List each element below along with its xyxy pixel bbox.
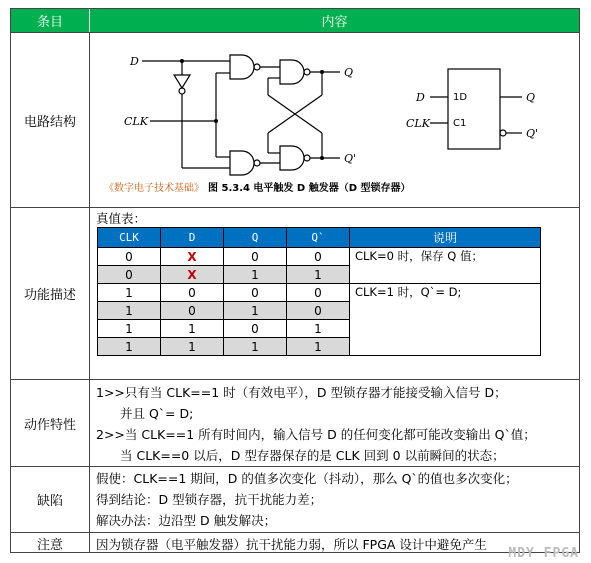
- block-label-d: D: [416, 91, 425, 104]
- cell: 0: [287, 284, 350, 302]
- table-row: [98, 248, 541, 266]
- defect-line: 解决办法：边沿型 D 触发解决；: [96, 513, 277, 528]
- cell: X: [161, 248, 224, 266]
- col-header: Q`: [287, 228, 350, 248]
- cell: 1: [161, 320, 224, 338]
- cell: 0: [224, 320, 287, 338]
- note-transparent: CLK=1 时，Q`= D;: [350, 284, 541, 356]
- action-content: [90, 380, 579, 466]
- label-qn: Q': [344, 152, 357, 165]
- cell: 1: [224, 338, 287, 356]
- cell: 1: [161, 338, 224, 356]
- row-label: 电路结构: [11, 33, 90, 207]
- col-header: D: [161, 228, 224, 248]
- watermark: MDY FPGA: [508, 546, 579, 561]
- cell: 0: [224, 248, 287, 266]
- cell: 1: [224, 266, 287, 284]
- row-notice: [11, 533, 579, 553]
- cell: 1: [98, 338, 161, 356]
- block-label-clk: CLK: [406, 117, 430, 130]
- cell: 0: [287, 248, 350, 266]
- row-circuit: [11, 33, 579, 208]
- cell: 1: [98, 302, 161, 320]
- note-hold: CLK=0 时，保存 Q 值；: [350, 248, 541, 284]
- truth-table: [97, 227, 541, 356]
- cell: 0: [98, 266, 161, 284]
- truth-table-intro: 真值表：: [96, 211, 147, 226]
- row-function: [11, 208, 579, 380]
- cell: 0: [287, 302, 350, 320]
- figure-caption-text: 图 5.3.4 电平触发 D 触发器（D 型锁存器）: [208, 183, 411, 194]
- action-line: 2>>当 CLK==1 所有时间内，输入信号 D 的任何变化都可能改变输出 Q`值；: [96, 427, 536, 442]
- col-header: Q: [224, 228, 287, 248]
- cell: 0: [161, 302, 224, 320]
- truth-table-header: [98, 228, 541, 248]
- action-line: 并且 Q`= D;: [120, 406, 194, 421]
- notice-line: 因为锁存器（电平触发器）抗干扰能力弱，所以 FPGA 设计中避免产生: [96, 537, 487, 552]
- row-label: 动作特性: [11, 380, 90, 466]
- table-row: [98, 284, 541, 302]
- notice-content: [90, 533, 579, 553]
- block-pin-c1: C1: [453, 118, 467, 129]
- block-label-q: Q: [526, 91, 536, 104]
- action-line: 当 CLK==0 以后，D 型存器保存的是 CLK 回到 0 以前瞬间的状态；: [120, 448, 505, 463]
- col-header: 说明: [350, 228, 541, 248]
- action-line: 1>>只有当 CLK==1 时（有效电平），D 型锁存器才能接受输入信号 D；: [96, 385, 507, 400]
- cell: 1: [98, 284, 161, 302]
- cell: 0: [98, 248, 161, 266]
- function-content: [90, 208, 579, 379]
- cell: 1: [98, 320, 161, 338]
- content-table: [10, 8, 580, 553]
- label-clk: CLK: [124, 115, 148, 128]
- header-content: 内容: [321, 15, 348, 30]
- defect-line: 假使：CLK==1 期间，D 的值多次变化（抖动），那么 Q`的值也多次变化；: [96, 471, 518, 486]
- row-label: 注意: [11, 533, 90, 553]
- latch-circuit-diagram: [90, 33, 579, 207]
- label-q: Q: [344, 66, 354, 79]
- cell: 1: [287, 338, 350, 356]
- row-label: 功能描述: [11, 208, 90, 379]
- cell: X: [161, 266, 224, 284]
- cell: 1: [224, 302, 287, 320]
- label-d: D: [130, 55, 139, 68]
- cell: 1: [287, 320, 350, 338]
- cell: 1: [287, 266, 350, 284]
- row-label: 缺陷: [11, 467, 90, 532]
- block-label-qn: Q': [526, 127, 539, 140]
- table-header: [11, 9, 579, 33]
- figure-caption-source: 《数字电子技术基础》: [104, 183, 204, 194]
- col-header: CLK: [98, 228, 161, 248]
- cell: 0: [224, 284, 287, 302]
- cell: 0: [161, 284, 224, 302]
- header-item: 条目: [11, 9, 90, 32]
- block-pin-1d: 1D: [453, 92, 468, 103]
- row-defect: [11, 467, 579, 533]
- circuit-content: [90, 33, 579, 207]
- row-action: [11, 380, 579, 467]
- defect-content: [90, 467, 579, 532]
- defect-line: 得到结论：D 型锁存器，抗干扰能力差；: [96, 492, 323, 507]
